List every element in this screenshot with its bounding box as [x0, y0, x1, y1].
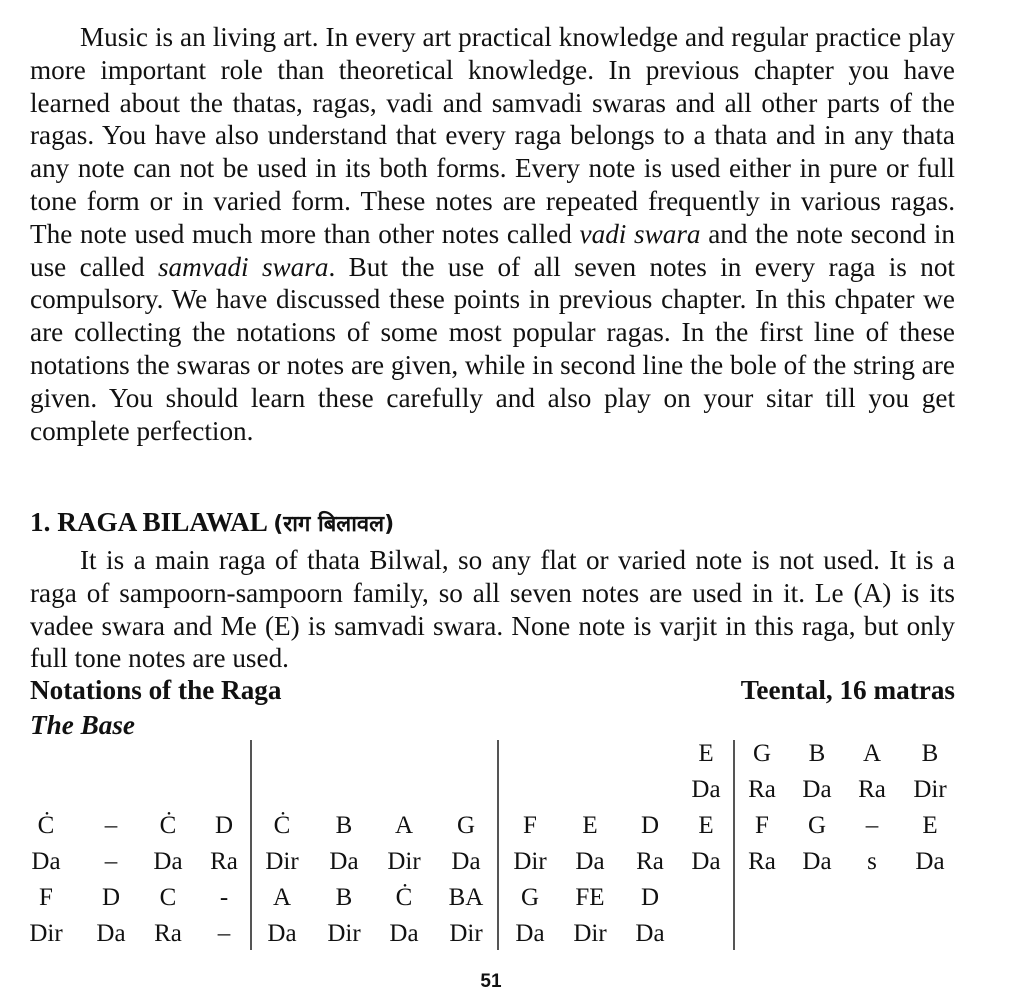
swara-cell: B — [335, 884, 353, 911]
bol-cell: Da — [802, 776, 832, 803]
swara-cell: B — [335, 812, 353, 839]
bol-cell: Ra — [748, 776, 776, 803]
swara-cell: Ċ — [159, 812, 177, 839]
swara-cell: G — [752, 740, 772, 767]
swara-cell: B — [808, 740, 826, 767]
bol-cell: Da — [153, 848, 183, 875]
bol-cell: Da — [691, 776, 721, 803]
bol-cell: – — [104, 848, 118, 875]
intro-italic-samvadi: samvadi swara — [157, 251, 329, 282]
raga-description — [30, 544, 955, 675]
bol-cell: Da — [575, 848, 605, 875]
section-heading-title: 1. RAGA BILAWAL — [30, 507, 267, 537]
notations-title: Notations of the Raga — [30, 675, 282, 705]
bol-cell: Da — [329, 848, 359, 875]
bar-line — [250, 740, 252, 950]
swara-cell: Ċ — [395, 884, 413, 911]
bol-cell: Da — [389, 920, 419, 947]
swara-cell: E — [922, 812, 938, 839]
swara-cell: B — [921, 740, 939, 767]
bol-cell: Da — [451, 848, 481, 875]
bol-cell: Dir — [265, 848, 299, 875]
bol-cell: – — [217, 920, 231, 947]
bol-cell: Da — [691, 848, 721, 875]
section-heading-devanagari: (राग बिलावल) — [273, 512, 395, 537]
swara-cell: D — [101, 884, 121, 911]
swara-cell: BA — [448, 884, 484, 911]
bol-cell: Dir — [449, 920, 483, 947]
bol-cell: Da — [915, 848, 945, 875]
swara-cell: C — [159, 884, 177, 911]
bol-cell: Da — [635, 920, 665, 947]
bol-cell: Ra — [748, 848, 776, 875]
bol-cell: Da — [515, 920, 545, 947]
swara-cell: - — [219, 884, 229, 911]
bol-cell: Dir — [387, 848, 421, 875]
bol-cell: Da — [802, 848, 832, 875]
bol-cell: Dir — [913, 776, 947, 803]
swara-cell: Ċ — [273, 812, 291, 839]
bol-cell: Dir — [29, 920, 63, 947]
bar-line — [497, 740, 499, 950]
bol-cell: Ra — [636, 848, 664, 875]
swara-cell: F — [755, 812, 769, 839]
swara-cell: A — [862, 740, 882, 767]
swara-cell: FE — [575, 884, 605, 911]
raga-description-text: It is a main raga of thata Bilwal, so any flat or varied note is not used. It is a raga of sampoorn-sampoorn family, so all seven notes are used in it. Le (A) is its vadee swara and Me (E) is samvadi swara. None note is varjit in this raga, but only full tone notes are used. — [30, 545, 955, 674]
bol-cell: Da — [31, 848, 61, 875]
swara-cell: Ċ — [37, 812, 55, 839]
swara-cell: A — [394, 812, 414, 839]
swara-cell: D — [214, 812, 234, 839]
swara-cell: E — [698, 812, 714, 839]
bol-cell: Dir — [573, 920, 607, 947]
swara-cell: G — [520, 884, 540, 911]
swara-cell: – — [104, 812, 118, 839]
intro-text-mid: and the note second in use called — [30, 218, 955, 282]
bol-cell: Da — [267, 920, 297, 947]
bol-cell: Ra — [858, 776, 886, 803]
base-label: The Base — [30, 710, 135, 740]
swara-cell: G — [807, 812, 827, 839]
intro-text-start: Music is an living art. In every art practical knowledge and regular practice play more important role than theoretical knowledge. In previous chapter you have learned about the thatas, ragas, vadi and samvadi swaras and all other parts of the ragas. You have also understand that every raga belongs to a thata and in any thata any note can not be used in its both forms. Every note is used either in pure or full tone form or in varied form. These notes are repeated frequently in various ragas. The note used much more than other notes called — [30, 22, 955, 249]
swara-cell: D — [640, 812, 660, 839]
intro-paragraph — [30, 21, 955, 447]
bar-line — [733, 740, 735, 950]
bol-cell: Ra — [210, 848, 238, 875]
intro-italic-vadi: vadi swara — [579, 218, 701, 249]
swara-cell: E — [698, 740, 714, 767]
page-number: 51 — [480, 971, 502, 992]
bol-cell: Da — [96, 920, 126, 947]
swara-cell: A — [272, 884, 292, 911]
bol-cell: Dir — [513, 848, 547, 875]
swara-cell: E — [582, 812, 598, 839]
swara-cell: G — [456, 812, 476, 839]
tala-label: Teental, 16 matras — [740, 675, 955, 705]
swara-cell: – — [865, 812, 879, 839]
bol-cell: s — [867, 848, 877, 875]
section-heading — [30, 505, 394, 542]
bol-cell: Ra — [154, 920, 182, 947]
swara-cell: D — [640, 884, 660, 911]
intro-text-end: . But the use of all seven notes in every raga is not compulsory. We have discussed these points in previous chapter. In this chpater we are collecting the notations of some most popular ragas. In the first line of these notations the swaras or notes are given, while in second line the bole of the string are given. You should learn these carefully and also play on your sitar till you get complete perfection. — [30, 251, 955, 446]
swara-cell: F — [39, 884, 53, 911]
bol-cell: Dir — [327, 920, 361, 947]
swara-cell: F — [523, 812, 537, 839]
